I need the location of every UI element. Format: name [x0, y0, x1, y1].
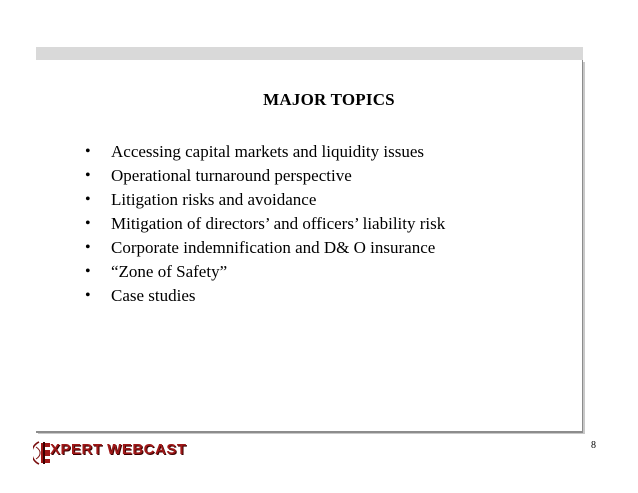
bullet-icon: •: [85, 143, 91, 160]
list-item: [85, 284, 445, 308]
topic-text: Mitigation of directors’ and officers’ liability risk: [111, 214, 446, 233]
page-number: 8: [591, 440, 596, 451]
list-item: [85, 188, 445, 212]
bullet-icon: •: [85, 215, 91, 232]
slide-header-band: [36, 47, 583, 60]
topic-text: “Zone of Safety”: [111, 262, 228, 281]
topic-text: Litigation risks and avoidance: [111, 190, 317, 209]
bullet-icon: •: [85, 239, 91, 256]
bullet-icon: •: [85, 167, 91, 184]
list-item: [85, 164, 445, 188]
bullet-icon: •: [85, 191, 91, 208]
list-item: [85, 212, 445, 236]
list-item: [85, 140, 445, 164]
topic-text: Case studies: [111, 286, 196, 305]
topic-text: Accessing capital markets and liquidity issues: [111, 142, 425, 161]
list-item: [85, 260, 445, 284]
topic-list: [85, 140, 445, 308]
topic-text: Operational turnaround perspective: [111, 166, 352, 185]
slide-title: MAJOR TOPICS: [263, 90, 395, 109]
topic-text: Corporate indemnification and D& O insurance: [111, 238, 436, 257]
bullet-icon: •: [85, 287, 91, 304]
e-globe-logo-icon: [33, 442, 51, 464]
footer-divider: [36, 432, 583, 433]
list-item: [85, 236, 445, 260]
logo-wordmark: XPERT WEBCAST: [50, 441, 187, 458]
bullet-icon: •: [85, 263, 91, 280]
